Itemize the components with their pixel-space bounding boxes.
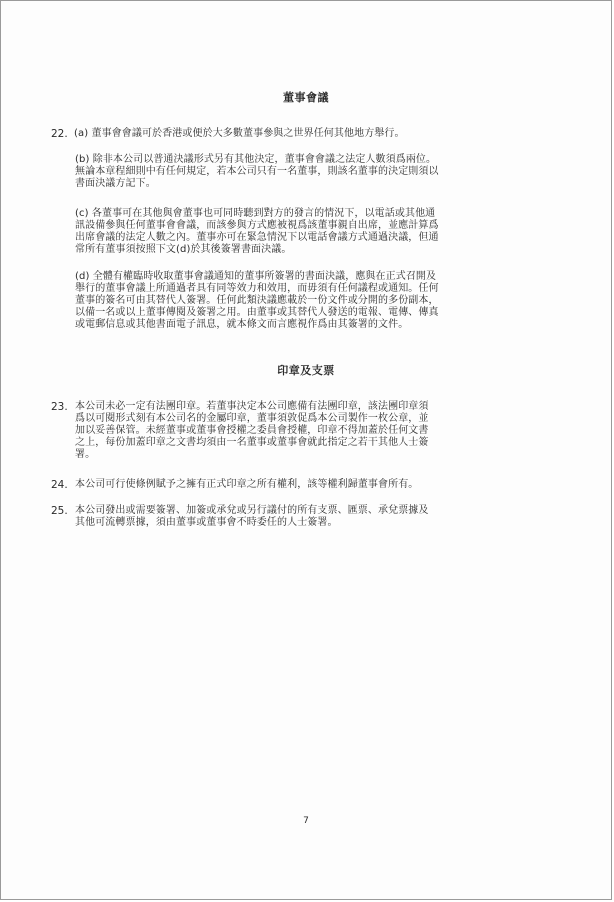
clause-22b-line: 書面決議方記下。 — [75, 178, 156, 189]
clause-22b — [75, 154, 439, 190]
section-heading-seals-and-cheques: 印章及支票 — [277, 364, 335, 377]
clause-22c-line: 常所有董事須按照下文(d)於其後簽署書面決議。 — [75, 244, 292, 255]
clause-number-24: 24. — [51, 479, 68, 491]
clause-23 — [75, 401, 429, 461]
clause-23-line: 署。 — [75, 449, 96, 460]
clause-23-line: 加以妥善保管。未經董事或董事會授權之委員會授權，印章不得加蓋於任何文書 — [75, 425, 429, 436]
clause-24-line: 本公司可行使條例賦予之擁有正式印章之所有權利，該等權利歸董事會所有。 — [75, 479, 419, 490]
clause-number-25: 25. — [51, 505, 68, 517]
clause-22d — [75, 271, 439, 331]
clause-25-line: 本公司發出或需要簽署、加簽或承兌或另行議付的所有支票、匯票、承兌票據及 — [75, 505, 429, 516]
clause-25 — [75, 505, 429, 529]
clause-22d-line: 以備一名或以上董事傳閱及簽署之用。由董事或其替代人發送的電報、電傳、傳真 — [75, 307, 439, 318]
clause-24 — [75, 479, 418, 491]
clause-22d-line: (d) 全體有權臨時收取董事會議通知的董事所簽署的書面決議，應與在正式召開及 — [75, 271, 437, 282]
clause-number-22: 22. — [51, 128, 68, 140]
clause-22a-line: (a) 董事會會議可於香港或便於大多數董事參與之世界任何其他地方舉行。 — [74, 128, 405, 139]
page-number: 7 — [303, 816, 309, 826]
clause-22c-line: (c) 各董事可在其他與會董事也可同時聽到對方的發言的情況下，以電話或其他通 — [75, 208, 436, 219]
clause-22d-line: 或電郵信息或其他書面電子訊息，就本條文而言應視作爲由其簽署的文件。 — [75, 319, 409, 330]
clause-22b-line: 無論本章程細則中有任何規定，若本公司只有一名董事，則該名董事的決定則須以 — [75, 166, 439, 177]
clause-22b-line: (b) 除非本公司以普通決議形式另有其他決定，董事會會議之法定人數須爲兩位。 — [75, 154, 437, 165]
clause-22a — [74, 128, 405, 140]
clause-22c — [75, 208, 439, 256]
clause-22d-line: 舉行的董事會議上所通過者具有同等效力和效用，而毋須有任何議程或通知。任何 — [75, 283, 439, 294]
clause-number-23: 23. — [51, 401, 68, 413]
clause-22c-line: 出席會議的法定人數之內。董事亦可在緊急情況下以電話會議方式通過決議，但通 — [75, 232, 439, 243]
clause-25-line: 其他可流轉票據，須由董事或董事會不時委任的人士簽署。 — [75, 517, 338, 528]
clause-23-line: 爲以可閱形式刻有本公司名的金屬印章，董事須敦促爲本公司製作一枚公章，並 — [75, 413, 429, 424]
clause-22c-line: 訊設備參與任何董事會會議，而該參與方式應被視爲該董事親自出席，並應計算爲 — [75, 220, 439, 231]
clause-23-line: 本公司未必一定有法團印章。若董事決定本公司應備有法團印章，該法團印章須 — [75, 401, 429, 412]
clause-23-line: 之上，每份加蓋印章之文書均須由一名董事或董事會就此指定之若干其他人士簽 — [75, 437, 429, 448]
section-heading-board-meetings: 董事會議 — [283, 91, 329, 104]
clause-22d-line: 董事的簽名可由其替代人簽署。任何此類決議應載於一份文件或分開的多份副本， — [75, 295, 439, 306]
